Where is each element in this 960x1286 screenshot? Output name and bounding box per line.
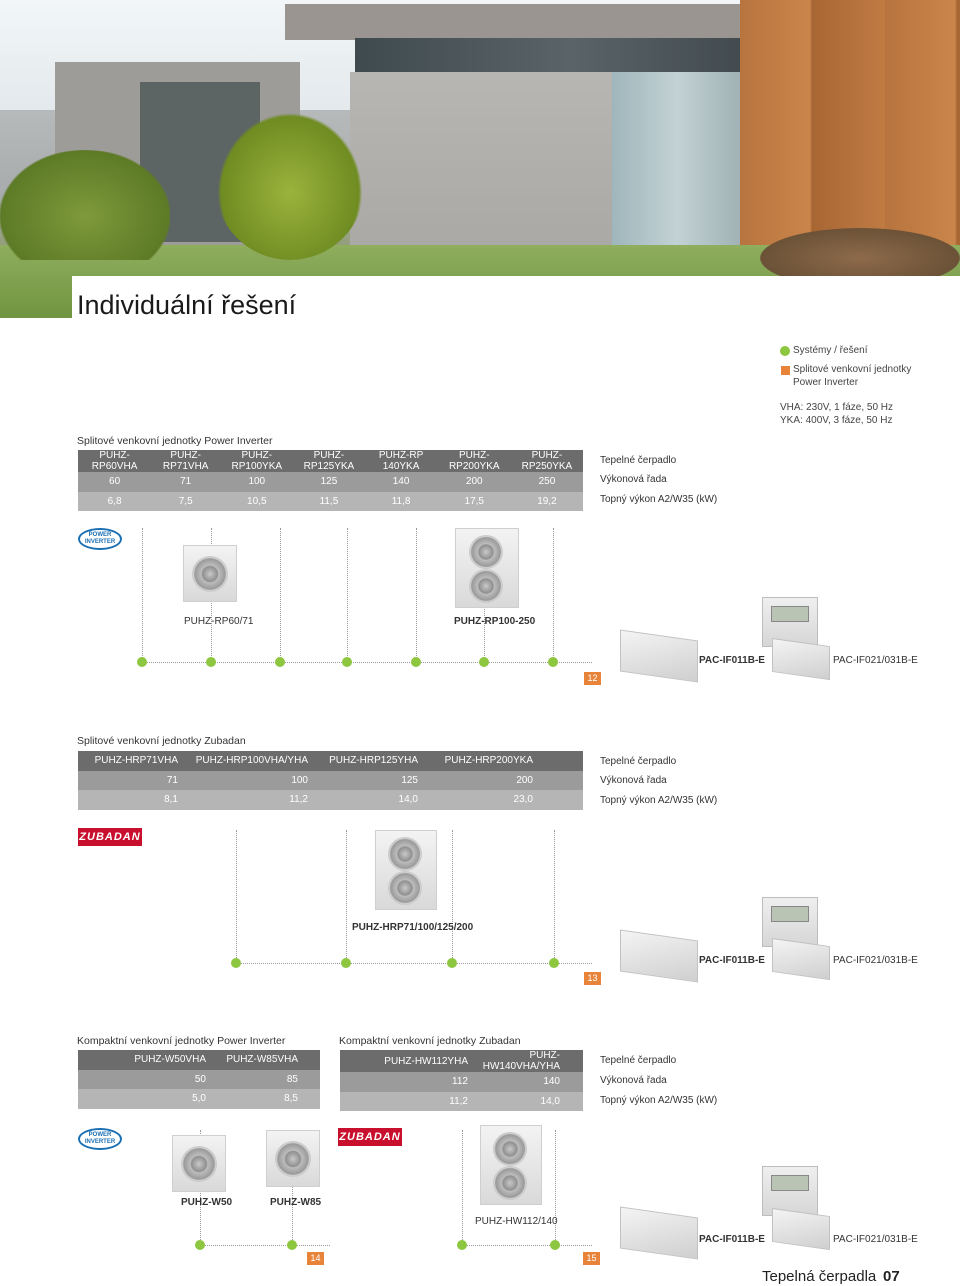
legend-vha: VHA: 230V, 1 fáze, 50 Hz <box>780 402 894 413</box>
green-dot-icon <box>231 958 241 968</box>
green-dot-icon <box>195 1240 205 1250</box>
green-dot-icon <box>342 657 352 667</box>
table-row: 112 140 <box>340 1072 583 1092</box>
box-label-if011: PAC-IF011B-E <box>699 655 765 666</box>
row-label-heat-pump: Tepelné čerpadlo <box>600 1055 677 1066</box>
unit-label-rp100-250: PUHZ-RP100-250 <box>454 616 536 627</box>
interface-box <box>620 1207 698 1260</box>
table-row: PUHZ-RP60VHA PUHZ-RP71VHA PUHZ-RP100YKA PUHZ-RP125YKA PUHZ-RP 140YKA PUHZ-RP200YKA PUHZ-RP250YKA <box>78 450 583 472</box>
row-label-heat-pump: Tepelné čerpadlo <box>600 756 677 767</box>
hero-photo <box>0 0 960 318</box>
page-number: 07 <box>883 1268 900 1285</box>
table-row: 5,0 8,5 <box>78 1089 320 1109</box>
power-inverter-logo-icon: POWER INVERTER <box>78 1128 122 1150</box>
row-label-heat-pump: Tepelné čerpadlo <box>600 455 677 466</box>
green-dot-icon <box>206 657 216 667</box>
green-dot-icon <box>447 958 457 968</box>
outdoor-unit-w50 <box>172 1135 226 1192</box>
green-dot-icon <box>275 657 285 667</box>
page-ref-badge: 12 <box>584 672 601 685</box>
outdoor-unit-zubadan <box>375 830 437 910</box>
table-row: 50 85 <box>78 1070 320 1090</box>
table-row: PUHZ-HW112YHA PUHZ-HW140VHA/YHA <box>340 1050 583 1072</box>
green-dot-icon <box>137 657 147 667</box>
orange-square-icon <box>781 366 790 375</box>
outdoor-unit-hw <box>480 1125 542 1205</box>
controller <box>762 1166 818 1216</box>
box-label-if021: PAC-IF021/031B-E <box>833 955 918 966</box>
green-dot-icon <box>780 346 790 356</box>
outdoor-unit-large <box>455 528 519 608</box>
box-label-if021: PAC-IF021/031B-E <box>833 655 918 666</box>
page-ref-badge: 13 <box>584 972 601 985</box>
row-label-heating-output: Topný výkon A2/W35 (kW) <box>600 795 718 806</box>
green-dot-icon <box>548 657 558 667</box>
zubadan-logo-icon: ZUBADAN <box>338 1128 402 1146</box>
footer-text: Tepelná čerpadla <box>762 1268 877 1285</box>
green-dot-icon <box>411 657 421 667</box>
legend-yka: YKA: 400V, 3 fáze, 50 Hz <box>780 415 893 426</box>
box-label-if011: PAC-IF011B-E <box>699 955 765 966</box>
page-ref-badge: 15 <box>583 1252 600 1265</box>
table-row: 11,2 14,0 <box>340 1092 583 1112</box>
unit-label-hrp: PUHZ-HRP71/100/125/200 <box>352 922 474 933</box>
row-label-power-series: Výkonová řada <box>600 474 667 485</box>
green-dot-icon <box>341 958 351 968</box>
table-row: 8,1 11,2 14,0 23,0 <box>78 790 583 810</box>
unit-label-w85: PUHZ-W85 <box>270 1197 322 1208</box>
table-row: PUHZ-HRP71VHA PUHZ-HRP100VHA/YHA PUHZ-HRP125YHA PUHZ-HRP200YKA <box>78 751 583 771</box>
section2-table <box>78 751 583 810</box>
legend-systems: Systémy / řešení <box>793 345 868 356</box>
zubadan-logo-icon: ZUBADAN <box>78 828 142 846</box>
section3a-title: Kompaktní venkovní jednotky Power Inverter <box>77 1035 286 1047</box>
section3b-table <box>340 1050 583 1111</box>
page-ref-badge: 14 <box>307 1252 324 1265</box>
row-label-power-series: Výkonová řada <box>600 775 667 786</box>
interface-box <box>620 630 698 683</box>
row-label-heating-output: Topný výkon A2/W35 (kW) <box>600 494 718 505</box>
unit-label-hw: PUHZ-HW112/140 <box>475 1216 558 1227</box>
section1-table <box>78 450 583 511</box>
green-dot-icon <box>550 1240 560 1250</box>
green-dot-icon <box>287 1240 297 1250</box>
interface-box <box>772 1208 830 1250</box>
interface-box <box>620 930 698 983</box>
table-row: 6,8 7,5 10,5 11,5 11,8 17,5 19,2 <box>78 492 583 512</box>
row-label-power-series: Výkonová řada <box>600 1075 667 1086</box>
outdoor-unit-small <box>183 545 237 602</box>
interface-box <box>772 638 830 680</box>
section1-title: Splitové venkovní jednotky Power Inverter <box>77 435 273 447</box>
table-row: 60 71 100 125 140 200 250 <box>78 472 583 492</box>
box-label-if011: PAC-IF011B-E <box>699 1234 765 1245</box>
green-dot-icon <box>457 1240 467 1250</box>
legend-power-inverter: Power Inverter <box>793 377 859 388</box>
section3b-title: Kompaktní venkovní jednotky Zubadan <box>339 1035 521 1047</box>
section2-title: Splitové venkovní jednotky Zubadan <box>77 735 246 747</box>
page-title: Individuální řešení <box>77 290 297 320</box>
table-row: PUHZ-W50VHA PUHZ-W85VHA <box>78 1050 320 1070</box>
section3a-table <box>78 1050 320 1109</box>
green-dot-icon <box>549 958 559 968</box>
outdoor-unit-w85 <box>266 1130 320 1187</box>
power-inverter-logo-icon: POWER INVERTER <box>78 528 122 550</box>
unit-label-rp60-71: PUHZ-RP60/71 <box>184 616 254 627</box>
interface-box <box>772 938 830 980</box>
table-row: 71 100 125 200 <box>78 771 583 791</box>
box-label-if021: PAC-IF021/031B-E <box>833 1234 918 1245</box>
green-dot-icon <box>479 657 489 667</box>
row-label-heating-output: Topný výkon A2/W35 (kW) <box>600 1095 718 1106</box>
unit-label-w50: PUHZ-W50 <box>181 1197 233 1208</box>
legend-split-units: Splitové venkovní jednotky <box>793 364 912 375</box>
